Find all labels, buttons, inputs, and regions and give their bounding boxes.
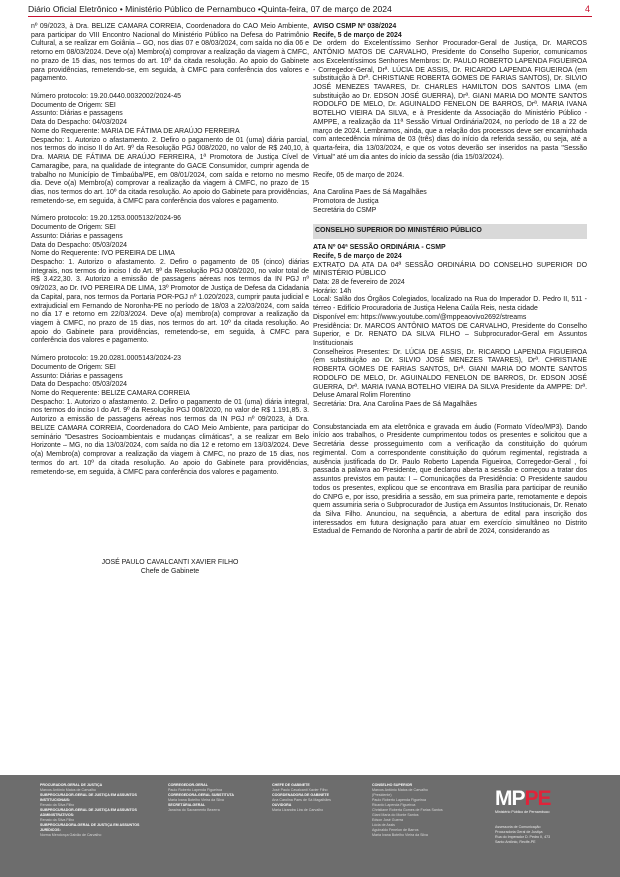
ata-presidency: Presidência: Dr. MARCOS ANTÔNIO MATOS DE CARVALHO, Presidente do Conselho Superior, e Dr. RENATO DA SILVA FILHO – Subprocurador-Geral em Assuntos Institucionais: [313, 322, 587, 347]
footer-name: Ricardo Lapenda Figueiroa: [372, 803, 416, 807]
signer-role: Chefe de Gabinete: [140, 567, 200, 575]
requester-line: Nome do Requerente: MARIA DE FÁTIMA DE ARAÚJO FERREIRA: [31, 127, 240, 135]
protocol-line: Número protocolo: 19.20.0281.0005143/2024-23: [31, 355, 182, 363]
subject-line: Assunto: Diárias e passagens: [31, 372, 123, 380]
footer-name: Giani Maria do Monte Santos: [372, 813, 419, 817]
right-column: [313, 23, 587, 537]
date-line: Data do Despacho: 05/03/2024: [31, 381, 128, 389]
origin-line: Documento de Origem: SEI: [31, 224, 116, 232]
footer-heading: SUBPROCURADORA-GERAL DE JUSTIÇA EM ASSUNTOS JURÍDICOS:: [40, 823, 140, 832]
footer-heading: CORREGEDOR-GERAL: [168, 783, 208, 787]
protocol-line: Número protocolo: 19.20.1253.0005132/2024-96: [31, 215, 182, 223]
aviso-date: Recife, 5 de março de 2024: [313, 31, 402, 39]
ata-session-time: Horário: 14h: [313, 287, 352, 295]
requester-line: Nome do Requerente: IVO PEREIRA DE LIMA: [31, 250, 175, 258]
footer-heading: PROCURADOR-GERAL DE JUSTIÇA: [40, 783, 103, 787]
section-heading: CONSELHO SUPERIOR DO MINISTÉRIO PÚBLICO: [313, 224, 587, 239]
journal-title: Diário Oficial Eletrônico • Ministério Público de Pernambuco •Quinta-feira, 07 de março de 2024: [28, 4, 392, 14]
footer-name: Paulo Roberto Lapenda Figueiroa: [372, 798, 426, 802]
footer-name: Ana Carolina Paes de Sá Magalhães: [272, 798, 331, 802]
footer-name: Maria Ivana Botelho Vieira da Silva: [372, 833, 428, 837]
address-line: Assessoria de Comunicação: [495, 825, 541, 829]
footer-column-corregedoria: [168, 783, 266, 813]
aviso-signer-office: Secretária do CSMP: [313, 206, 377, 214]
aviso-signer: Ana Carolina Paes de Sá Magalhães: [313, 189, 427, 197]
subject-line: Assunto: Diárias e passagens: [31, 110, 123, 118]
footer-name: Paulo Roberto Lapenda Figueiroa: [168, 788, 222, 792]
ata-date: Recife, 5 de março de 2024: [313, 252, 402, 260]
footer-column-gabinete: [272, 783, 372, 813]
mppe-logo: [495, 787, 605, 871]
footer-name: Christiane Roberta Gomes de Farias Santos: [372, 808, 443, 812]
dispatch-text: Despacho: 1. Autorizo o afastamento. 2. Defiro o pagamento de 01 (uma) diária integral, nos termos do inciso I do Art. 9º da Resolução PGJ 008/2020, no valor de R$ 1.191,85. 3. Autorizo a emissão de passagens aéreas nos termos da IN PGJ nº 09/2023, à Dra. BELIZE CAMARA CORREIA, Coordenadora do CAO Meio Ambiente, para participar do seminário "Desastres Socioambientais e mudanças climáticas", a se realizar em Belo Horizonte – MG, no dia 13/03/2024, com saída no dia 12 e retorno em 13/03/2024. Deve o(a) Membro(a) comprovar a realização da viagem à CMFC, no prazo de 15 dias, nos termos do art. 10º da citada resolução. Ao apoio do Gabinete para providências, remetendo-se, em seguida, à CMFC para conferência dos valores e pagamento.: [31, 398, 309, 476]
ata-members-present: Conselheiros Presentes: Dr. LÚCIA DE ASSIS, Dr. RICARDO LAPENDA FIGUEIROA (em substituição ao Dr. SILVIO JOSÉ MENEZES TAVARES), Drª. CHRISTIANE ROBERTA GOMES DE FARIAS SANTOS, Drª. GIANI MARIA DO MONTE SANTOS RODOLFO DE MELO, Dr. AGUINALDO FENELON DE BARROS, Dr. EDSON JOSÉ GUERRA, Drª. MARIA IVANA BOTELHO VIEIRA DA SILVA Presidente da AMPPE: Drª. Deluse Amaral Rolim Florentino: [313, 348, 587, 400]
footer-name: José Paulo Cavalcanti Xavier Filho: [272, 788, 328, 792]
footer-column-council: [372, 783, 482, 838]
footer-heading: SUBPROCURADOR-GERAL DE JUSTIÇA EM ASSUNTOS ADMINISTRATIVOS:: [40, 808, 137, 817]
footer-name: Maria Ivana Botelho Vieira da Silva: [168, 798, 224, 802]
footer-name: Marcos Antônio Matos de Carvalho: [40, 788, 96, 792]
ata-location: Local: Salão dos Órgãos Colegiados, localizado na Rua do Imperador D. Pedro II, 511 - térreo - Edifício Procuradoria de Justiça Helena Caúla Reis, nesta cidade: [313, 296, 587, 313]
footer-name: Renato da Silva Filho: [40, 803, 75, 807]
page-footer: [0, 775, 620, 877]
logo-mark-mp: MP: [495, 787, 525, 810]
footer-heading: CORREGEDORA-GERAL SUBSTITUTA: [168, 793, 234, 797]
header-divider: [28, 16, 592, 17]
page-number: 4: [584, 4, 590, 14]
aviso-signer-title: Promotora de Justiça: [313, 197, 379, 205]
address-line: Procuradoria Geral de Justiça: [495, 830, 543, 834]
date-line: Data do Despacho: 04/03/2024: [31, 119, 128, 127]
signer-name: JOSÉ PAULO CAVALCANTI XAVIER FILHO: [101, 559, 239, 567]
footer-name: Maria Lizandra Lira de Carvalho: [272, 808, 324, 812]
aviso-text: De ordem do Excelentíssimo Senhor Procurador-Geral de Justiça, Dr. MARCOS ANTÔNIO MATOS DE CARVALHO, Presidente do Conselho Superior, comunicamos aos Excelentíssimos Senhores Membros: Dr. PAULO ROBERTO LAPENDA FIGUEIROA - Corregedor-Geral, Drª. LÚCIA DE ASSIS, Dr. RICARDO LAPENDA FIGUEIROA (em substituição à Drª. CHRISTIANE ROBERTA GOMES DE FARIAS SANTOS), Dr. SILVIO JOSÉ MENEZES TAVARES, Dr. CHARLES HAMILTON DOS SANTOS LIMA (em substituição ao Dr. EDSON JOSÉ GUERRA), Drª. GIANI MARIA DO MONTE SANTOS RODOLFO DE MELO, Dr. AGUINALDO FENELON DE BARROS, Drª. MARIA IVANA BOTELHO VIEIRA DA SILVA, e à Presidente da Associação do Ministério Público - AMPPE, a realização da 11ª Sessão Virtual Ordinária/2024, no período de 18 a 22 de março de 2024. Lembramos, ainda, que a relação dos processos deve ser encaminhada com antecedência mínima de 03 (três) dias do início da referida sessão, ou seja, até a quarta-feira, dia 13/03/2024, e que os votos deverão ser inseridos na pasta "Sessão Virtual" até um dia antes do início da sessão (dia 15/03/2024).: [313, 40, 587, 161]
footer-name: Edson José Guerra: [372, 818, 403, 822]
footer-name: Aguinaldo Fenelon de Barros: [372, 828, 419, 832]
footer-heading: CHEFE DE GABINETE: [272, 783, 310, 787]
address-line: Santo Antônio, Recife-PE: [495, 840, 536, 844]
origin-line: Documento de Origem: SEI: [31, 363, 116, 371]
footer-name: (Presidente): [372, 793, 392, 797]
protocol-line: Número protocolo: 19.20.0440.0032002/2024-45: [31, 93, 182, 101]
ata-title: ATA Nº 04ª SESSÃO ORDINÁRIA - CSMP: [313, 244, 446, 252]
footer-name: Renato da Silva Filho: [40, 818, 75, 822]
requester-line: Nome do Requerente: BELIZE CAMARA CORREIA: [31, 390, 190, 398]
logo-subtitle: Ministério Público de Pernambuco: [495, 810, 550, 814]
ata-body: Consubstanciada em ata eletrônica e gravada em áudio (Formato Vídeo/MP3). Dando início aos trabalhos, o Presidente cumprimentou todos os presentes e solicitou que a Secretária desse prosseguimento com a verificação da constituição do quórum regimental. Com a correspondente constituição do quórum regimental, registrada a ausência justificada do Dr. Paulo Roberto Lapenda Figueiroa, Corregedor-Geral , foi passada a palavra ao Presidente, que declarou aberta a sessão e começou a tratar dos assuntos previstos em pauta: I – Comunicações da Presidência: O Presidente saudou todos os presentes, explicou que se encontrava em Brasília para participar de reunião do CNPG e, por isso, presidiria a sessão, em sua primeira parte, remotamente e depois quem assumiria seria o Subprocurador de Justiça em Assuntos Institucionais, Dr. Renato da Silva Filho. Anunciou, na sequência, a abertura de edital para inscrição dos interessados em futura designação para atuar em exercício simultâneo no Distrito Estadual de Fernando de Noronha a partir de abril de 2024, considerando as: [313, 423, 587, 536]
logo-address: [495, 825, 550, 845]
footer-name: Norma Mendonça Galvão de Carvalho: [40, 833, 102, 837]
footer-heading: CONSELHO SUPERIOR: [372, 783, 413, 787]
aviso-place-date: Recife, 05 de março de 2024.: [313, 171, 405, 179]
footer-heading: OUVIDORA: [272, 803, 292, 807]
dispatch-text: Despacho: 1. Autorizo o afastamento. 2. Defiro o pagamento de 05 (cinco) diárias integrais, nos termos do inciso I do Art. 9º da Resolução PGJ 008/2020, no valor total de R$ 3.422,30. 3. Autorizo a emissão de passagens aéreas nos termos da IN PGJ nº 09/2023, ao Dr. IVO PEREIRA DE LIMA, 13º Promotor de Justiça de Defesa da Cidadania da Capital, para, nos termos da Portaria POR-PGJ nº 1.020/2023, cumprir pauta judicial e extrajudicial em Fernando de Noronha-PE no período de 18/03 a 22/03/2024, com saída no dia 17 e retorno em 22/03/2024. Deve o(a) membro(a) comprovar a realização da viagem à CMFC, no prazo de 15 dias, nos termos do art. 10º da citada resolução. Ao apoio do Gabinete para providências, remetendo-se, em seguida, à CMFC para conferência dos valores e pagamento.: [31, 258, 309, 345]
footer-name: Lúcia de Assis: [372, 823, 395, 827]
footer-name: Janaína do Sacramento Bezerra: [168, 808, 220, 812]
origin-line: Documento de Origem: SEI: [31, 101, 116, 109]
footer-heading: SUBPROCURADOR-GERAL DE JUSTIÇA EM ASSUNTOS INSTITUCIONAIS:: [40, 793, 137, 802]
footer-heading: COORDENADORA DE GABINETE: [272, 793, 329, 797]
date-line: Data do Despacho: 05/03/2024: [31, 241, 128, 249]
ata-stream-link[interactable]: Disponível em: https://www.youtube.com/@mppeaovivo2692/streams: [313, 313, 527, 321]
address-line: Rua do Imperador D. Pedro II, 473: [495, 835, 551, 839]
footer-column-leadership: [40, 783, 160, 838]
aviso-title: AVISO CSMP Nº 038/2024: [313, 23, 397, 30]
logo-mark-pe: PE: [524, 787, 551, 810]
subject-line: Assunto: Diárias e passagens: [31, 232, 123, 240]
ata-secretary: Secretária: Dra. Ana Carolina Paes de Sá Magalhães: [313, 401, 477, 409]
left-column: [31, 23, 309, 577]
ata-session-date: Data: 28 de fevereiro de 2024: [313, 278, 405, 286]
footer-heading: SECRETÁRIA-GERAL: [168, 803, 206, 807]
footer-name: Marcos Antônio Matos de Carvalho: [372, 788, 428, 792]
paragraph-continued: nº 09/2023, à Dra. BELIZE CAMARA CORREIA, Coordenadora do CAO Meio Ambiente, para participar do VIII Encontro Nacional do Ministério Público na Defesa do Patrimônio Cultural, a se realizar em Goiânia – GO, nos dias 07 e 08/03/2024, com saída no dia 06 e retorno em 08/03/2024. Deve o(a) Membro(a) comprovar a realização da viagem à CMFC, no prazo de 15 dias, nos termos do art. 10º da citada resolução. Ao apoio do Gabinete para providências, remetendo-se, em seguida, à CMFC para conferência dos valores e pagamento.: [31, 23, 310, 83]
ata-extract: EXTRATO DA ATA DA 04ª SESSÃO ORDINÁRIA DO CONSELHO SUPERIOR DO MINISTÉRIO PÚBLICO: [313, 261, 587, 278]
dispatch-text: Despacho: 1. Autorizo o afastamento. 2. Defiro o pagamento de 01 (uma) diária parcial, nos termos do inciso II do Art. 9º da Resolução PGJ 008/2020, no valor de R$ 240,10, à Dra. MARIA DE FÁTIMA DE ARAÚJO FERREIRA, 1ª Promotora de Justiça Cível de Camaragibe, para, na qualidade de integrante do GACE Consumidor, cumprir agenda de trabalho no Município de Timbaúba/PE, em 08/01/2024, com saída e retorno no mesmo dia. Deve o(a) Membro(a) comprovar a realização da viagem à CMFC, no prazo de 15 dias, nos termos do art. 10º da citada resolução. Ao apoio do Gabinete para providências, remetendo-se, em seguida, à CMFC para conferência dos valores e pagamento.: [31, 136, 309, 205]
